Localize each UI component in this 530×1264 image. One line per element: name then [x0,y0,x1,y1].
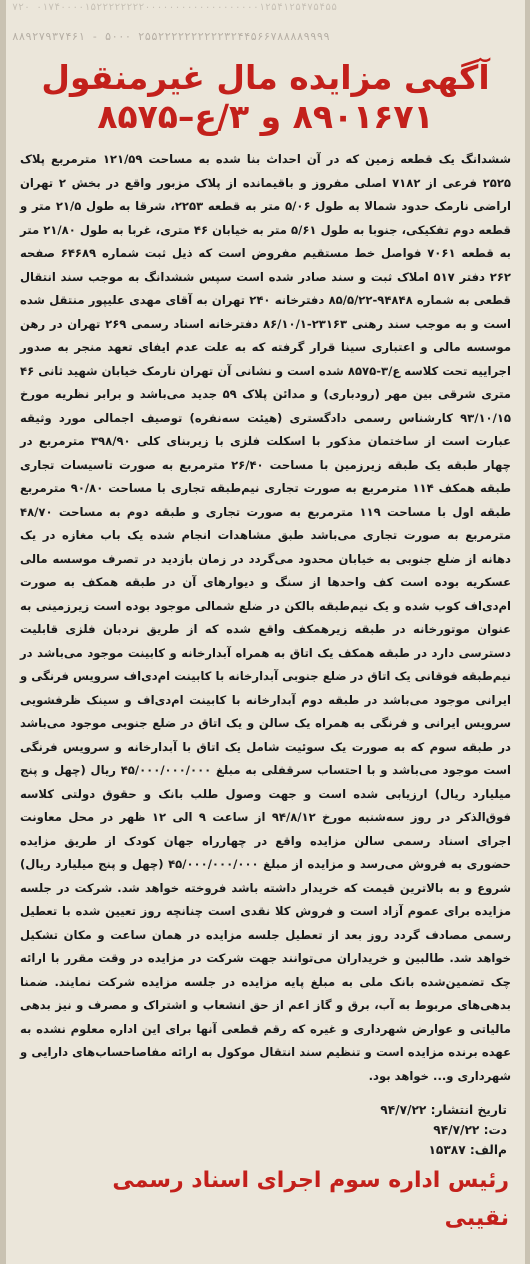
case-number: ۸۹۰۱۶۷۱ و ۳/ع–۸۵۷۵ [97,97,434,136]
signature-title: رئیس اداره سوم اجرای اسناد رسمی [112,1168,509,1193]
signature-block [22,1162,509,1238]
bleed-through-text: ۷۲۰ ۰۱۷۴۰۰۰۰۱۵۲۲۲۲۲۲۲۲۰۰۰۰۰۰۰۰۰۰۰۰۰۰۰۰۰۰۰۱۲۵۴۱۲۵۴۷۵۴۵۵ [12,2,338,13]
reference-number: م‌الف: ۱۵۳۸۷ [428,1143,507,1157]
publish-date: تاریخ انتشار: ۹۴/۷/۲۲ [380,1103,507,1117]
newspaper-header-strip [6,0,525,56]
notice-title: آگهی مزایده مال غیرمنقول [41,58,490,97]
notice-date: دت: ۹۴/۷/۲۲ [433,1123,507,1137]
notice-heading [6,58,525,136]
notice-meta [380,1100,507,1160]
notice-body: ششدانگ یک قطعه زمین که در آن احداث بنا شده به مساحت ۱۲۱/۵۹ مترمربع پلاک ۲۵۲۵ فرعی از ۷۱۸۲ اصلی مفروز و باقیمانده از پلاک مزبور واقع در بخش ۲ تهران اراضی نارمک حدود شمالا به طول ۵/۰۶ متر به قطعه ۲۲۵۳، شرقا به طول ۲۱/۵ متر و قطعه دوم تفکیکی، جنوبا به طول ۵/۶۱ متر به خیابان ۴۶ متری، غربا به طول ۲۱/۸۰ متر به قطعه ۷۰۶۱ فواصل خط مستقیم مفروض است که ذیل ثبت شماره ۶۴۶۸۹ صفحه ۲۶۲ دفتر ۵۱۷ املاک ثبت و سند صادر شده است سپس ششدانگ به موجب سند انتقال قطعی به شماره ۹۴۸۴۸-۸۵/۵/۲۲ دفترخانه ۲۴۰ تهران به آقای مهدی علیپور منتقل شده است و به موجب سند رهنی ۲۳۱۶۳-۸۶/۱۰/۱ دفترخانه اسناد رسمی ۲۶۹ تهران در رهن موسسه مالی و اعتباری سینا قرار گرفته که به علت عدم ایفای تعهد منجر به صدور اجراییه تحت کلاسه ع/۳-۸۵۷۵ شده است و نشانی آن تهران نارمک خیابان شهید ثانی ۴۶ متری شرقی بین مهر (رودباری) و مدائن پلاک ۵۹ جدید می‌باشد و برابر نظریه مورخ ۹۳/۱۰/۱۵ کارشناس رسمی دادگستری (هیئت سه‌نفره) توصیف اجمالی مورد وثیقه عبارت است از ساختمان مذکور با اسکلت فلزی با زیربنای کلی ۳۹۸/۹۰ مترمربع در چهار طبقه یک طبقه زیرزمین با مساحت ۲۶/۴۰ مترمربع به صورت تاسیسات تجاری طبقه همکف ۱۱۴ مترمربع به صورت تجاری نیم‌طبقه تجاری با مساحت ۹۰/۸۰ مترمربع طبقه اول با مساحت ۱۱۹ مترمربع به صورت تجاری و طبقه دوم به مساحت ۴۸/۷۰ مترمربع به صورت تجاری می‌باشد طبق مشاهدات انجام شده یک باب مغازه در یک دهانه از ضلع جنوبی به خیابان محدود می‌گردد در زمان بازدید در تصرف موسسه مالی عسکریه بوده است کف واحدها از سنگ و دیوارهای آن در طبقه همکف به صورت ام‌دی‌اف کوب شده و یک نیم‌طبقه بالکن در ضلع شمالی موجود بوده است زیرزمینی به عنوان موتورخانه در طبقه زیرهمکف واقع شده که از طریق نردبان فلزی قابلیت دسترسی دارد در طبقه همکف یک اتاق به همراه آبدارخانه و کابینت موجود می‌باشد در نیم‌طبقه فوقانی یک اتاق در ضلع جنوبی آبدارخانه با کابینت ام‌دی‌اف سرویس فرنگی و ایرانی موجود می‌باشد در طبقه دوم آبدارخانه با کابینت ام‌دی‌اف و سینک ظرفشویی سرویس ایرانی و فرنگی به همراه یک سالن و یک اتاق در ضلع جنوبی موجود می‌باشد در طبقه سوم که به صورت یک سوئیت شامل یک اتاق با آبدارخانه و سرویس فرنگی است موجود می‌باشد و با احتساب سرقفلی به مبلغ ۴۵/۰۰۰/۰۰۰/۰۰۰ ریال (چهل و پنج میلیارد ریال) ارزیابی شده است و جهت وصول طلب بانک و حقوق دولتی کلاسه فوق‌الذکر در روز سه‌شنبه مورخ ۹۴/۸/۱۲ از ساعت ۹ الی ۱۲ ظهر در محل معاونت اجرای اسناد رسمی سالن مزایده واقع در چهارراه جهان کودک از طریق مزایده حضوری به فروش می‌رسد و مزایده از مبلغ ۴۵/۰۰۰/۰۰۰/۰۰۰ (چهل و پنج میلیارد ریال) شروع و به بالاترین قیمت که خریدار داشته باشد فروخته خواهد شد. شرکت در جلسه مزایده برای عموم آزاد است و فروش کلا نقدی است چنانچه روز تعیین شده با تعطیل رسمی مصادف گردد روز بعد از تعطیل جلسه مزایده در همان ساعت و مکان تشکیل خواهد شد. طالبین و خریداران می‌توانند جهت شرکت در مزایده در وقت مقرر با ارائه چک تضمین‌شده بانک ملی به مبلغ پایه مزایده در جلسه مزایده شرکت نمایند. ضمنا بدهی‌های مربوط به آب، برق و گاز اعم از حق انشعاب و اشتراک و مصرف و نیز بدهی مالیاتی و عوارض شهرداری و غیره که رقم قطعی آنها برای این اداره معلوم نشده به عهده برنده مزایده است و تنظیم سند انتقال موکول به ارائه مفاصاحساب‌های دارایی و شهرداری و... خواهد بود. [20,152,512,1083]
bleed-through-text: ۸۸۹۲۷۹۳۷۴۶۱ - ۵۰۰۰ ۲۵۵۲۲۲۲۲۲۲۲۲۲۳۲۴۴۵۶۶۷۸۸۸۸۹۹۹۹ [12,30,330,43]
signature-name: نقیبی [444,1206,509,1231]
